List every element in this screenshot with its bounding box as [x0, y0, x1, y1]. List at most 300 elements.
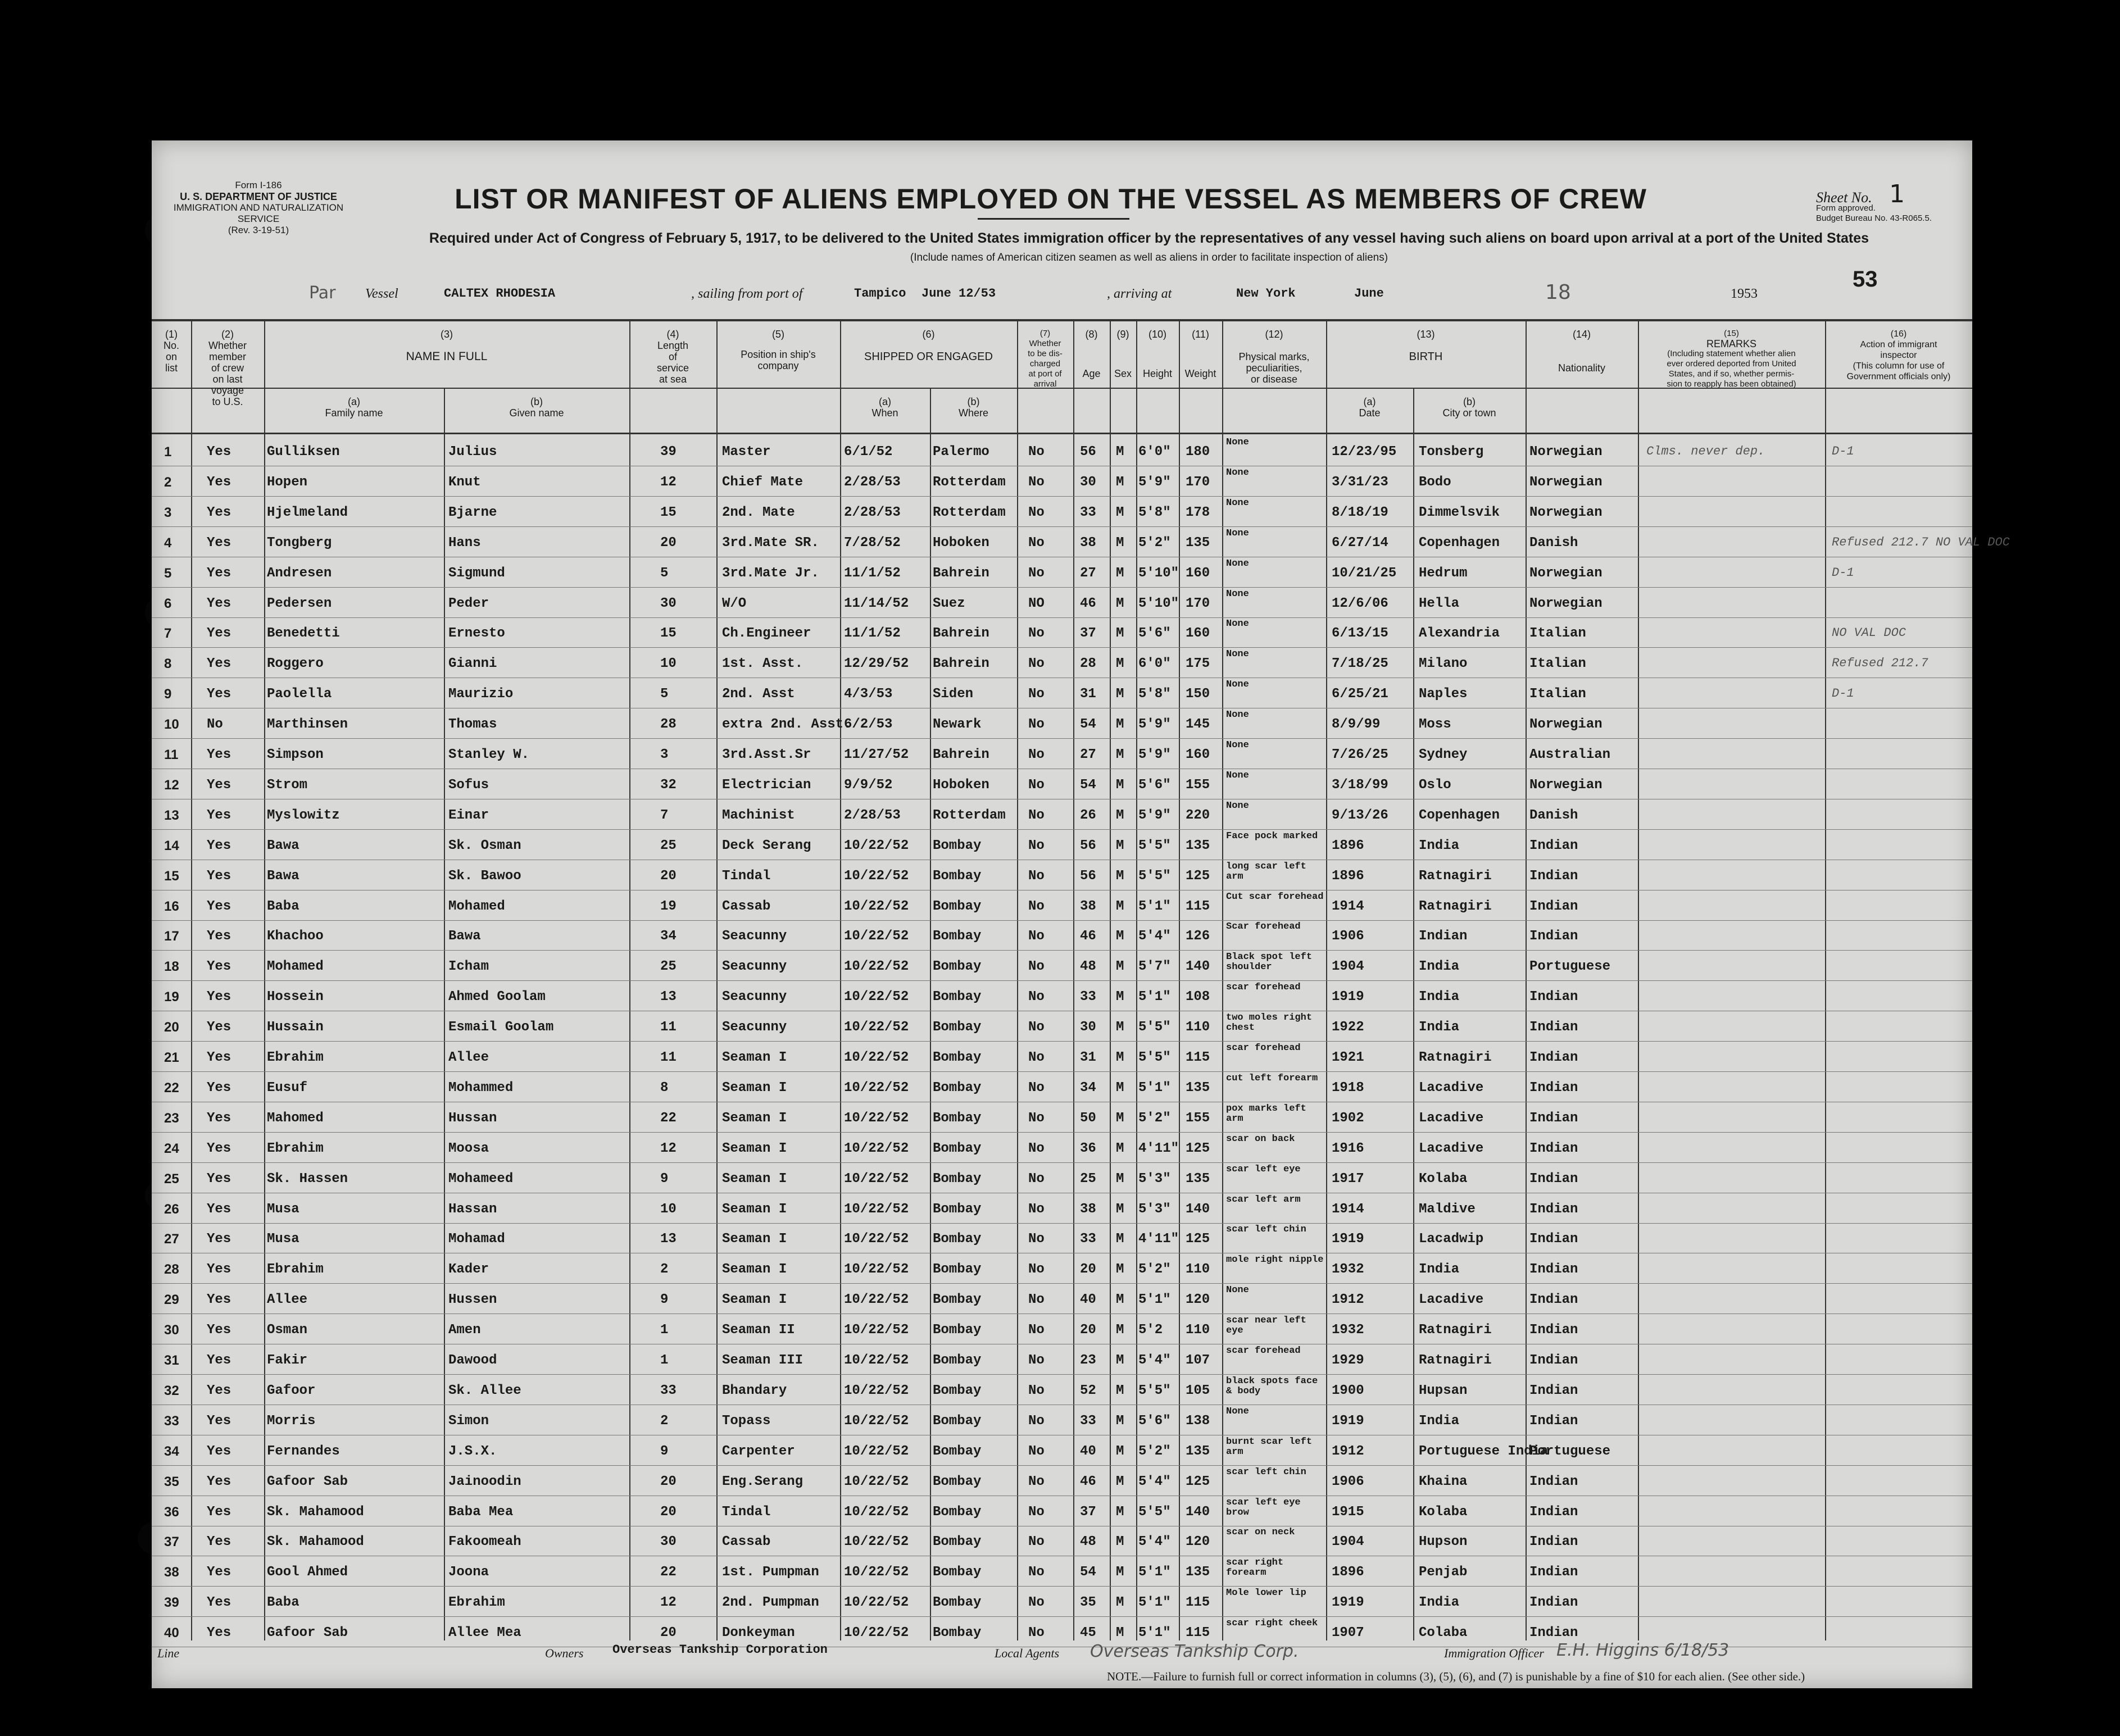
family-name: Marthinsen — [267, 717, 348, 733]
nationality: Norwegian — [1529, 505, 1603, 520]
birth-city: Ratnagiri — [1419, 1323, 1492, 1338]
row-number: 17 — [164, 929, 179, 944]
crew-status: Yes — [207, 1262, 231, 1278]
age: 26 — [1080, 807, 1096, 823]
family-name: Ebrahim — [267, 1050, 324, 1065]
birth-city: Ratnagiri — [1419, 868, 1492, 884]
physical-marks: None — [1226, 619, 1249, 630]
shipped-where: Bombay — [933, 1231, 982, 1247]
shipped-where: Bombay — [933, 1050, 982, 1065]
col-text: Given name — [509, 407, 564, 419]
position: Eng.Serang — [722, 1474, 803, 1489]
birth-city: Copenhagen — [1419, 535, 1500, 551]
discharge: No — [1028, 1201, 1045, 1217]
length-of-service: 10 — [660, 656, 677, 672]
birth-city: India — [1419, 1413, 1460, 1429]
nationality: Danish — [1529, 807, 1578, 823]
sex: M — [1116, 1353, 1124, 1368]
age: 23 — [1080, 1353, 1096, 1368]
weight: 138 — [1186, 1413, 1210, 1429]
height: 5'6" — [1138, 777, 1171, 793]
age: 54 — [1080, 717, 1096, 733]
age: 25 — [1080, 1171, 1096, 1187]
arriving-label: , arriving at — [1107, 287, 1172, 301]
inspector-action: NO VAL DOC — [1832, 626, 1906, 640]
weight: 135 — [1186, 838, 1210, 853]
height: 5'2" — [1138, 1110, 1171, 1126]
table-row — [152, 1162, 1972, 1193]
shipped-when: 10/22/52 — [844, 1625, 909, 1641]
col-text: sion to reapply has been obtained) — [1667, 379, 1796, 389]
position: Seaman I — [722, 1171, 787, 1187]
col-text: BIRTH — [1409, 351, 1443, 363]
col-text: (a) — [348, 396, 360, 407]
family-name: Benedetti — [267, 626, 340, 642]
position: Electrician — [722, 777, 811, 793]
length-of-service: 9 — [660, 1171, 669, 1187]
given-name: Hans — [448, 535, 481, 551]
length-of-service: 22 — [660, 1565, 677, 1580]
birth-date: 1912 — [1332, 1443, 1364, 1459]
birth-date: 1907 — [1332, 1625, 1364, 1641]
sex: M — [1116, 898, 1124, 914]
shipped-when: 11/27/52 — [844, 747, 909, 762]
length-of-service: 5 — [660, 687, 669, 702]
nationality: Indian — [1529, 1080, 1578, 1096]
footer-note: NOTE.—Failure to furnish full or correct information in columns (3), (5), (6), and (7) is punishable by a fine of $10 for each alien. (See other side.) — [1107, 1670, 1805, 1683]
age: 20 — [1080, 1323, 1096, 1338]
family-name: Andresen — [267, 565, 332, 581]
family-name: Musa — [267, 1231, 299, 1247]
col-text: service — [656, 362, 689, 374]
col-birth-header — [1326, 329, 1526, 362]
shipped-where: Bombay — [933, 959, 982, 975]
birth-date: 6/13/15 — [1332, 626, 1388, 642]
shipped-when: 6/2/53 — [844, 717, 893, 733]
table-row — [152, 526, 2010, 557]
discharge: NO — [1028, 596, 1045, 611]
shipped-where: Bombay — [933, 1443, 982, 1459]
height: 5'4" — [1138, 929, 1171, 944]
col-text: Sex — [1114, 368, 1132, 379]
discharge: No — [1028, 717, 1045, 733]
discharge: No — [1028, 1474, 1045, 1489]
weight: 125 — [1186, 868, 1210, 884]
shipped-where: Hoboken — [933, 535, 989, 551]
table-row — [152, 1344, 1972, 1375]
sex: M — [1116, 1262, 1124, 1278]
crew-status: Yes — [207, 626, 231, 642]
approval-line: Budget Bureau No. 43-R065.5. — [1816, 213, 1932, 223]
height: 5'1" — [1138, 1625, 1171, 1641]
table-row — [152, 829, 1972, 860]
crew-status: Yes — [207, 868, 231, 884]
form-number: Form I-186 — [235, 180, 282, 190]
sex: M — [1116, 807, 1124, 823]
family-name: Ebrahim — [267, 1262, 324, 1278]
weight: 125 — [1186, 1474, 1210, 1489]
col-text: Government officials only) — [1846, 372, 1951, 381]
col-text: voyage — [211, 385, 244, 396]
col-crew-header — [191, 329, 264, 407]
row-number: 35 — [164, 1474, 179, 1489]
crew-status: Yes — [207, 807, 231, 823]
given-name: Moosa — [448, 1140, 489, 1156]
nationality: Italian — [1529, 687, 1586, 702]
physical-marks: long scar left arm — [1226, 861, 1306, 882]
weight: 145 — [1186, 717, 1210, 733]
shipped-where: Bombay — [933, 989, 982, 1005]
position: Cassab — [722, 898, 771, 914]
family-name: Strom — [267, 777, 308, 793]
family-name: Hopen — [267, 474, 308, 490]
nationality: Danish — [1529, 535, 1578, 551]
family-name: Musa — [267, 1201, 299, 1217]
weight: 135 — [1186, 1443, 1210, 1459]
crew-status: Yes — [207, 565, 231, 581]
given-name: Esmail Goolam — [448, 1020, 554, 1035]
family-name: Baba — [267, 898, 299, 914]
owners-label: Owners — [545, 1646, 584, 1660]
physical-marks: scar left chin — [1226, 1224, 1306, 1235]
shipped-where: Siden — [933, 687, 974, 702]
height: 5'8" — [1138, 505, 1171, 520]
birth-date: 1904 — [1332, 1534, 1364, 1550]
row-number: 20 — [164, 1020, 179, 1035]
birth-city: Bodo — [1419, 474, 1451, 490]
crew-status: Yes — [207, 1231, 231, 1247]
birth-city: Lacadive — [1419, 1080, 1484, 1096]
table-row — [152, 1374, 1972, 1405]
physical-marks: None — [1226, 1285, 1249, 1296]
discharge: No — [1028, 656, 1045, 672]
shipped-where: Bombay — [933, 1171, 982, 1187]
row-number: 30 — [164, 1323, 179, 1338]
weight: 175 — [1186, 656, 1210, 672]
shipped-when: 10/22/52 — [844, 1383, 909, 1398]
birth-city: Lacadive — [1419, 1110, 1484, 1126]
position: Seaman I — [722, 1050, 787, 1065]
birth-city: Hupsan — [1419, 1383, 1468, 1398]
nationality: Indian — [1529, 1323, 1578, 1338]
crew-status: Yes — [207, 1140, 231, 1156]
row-number: 14 — [164, 838, 179, 853]
given-name: Mohameed — [448, 1171, 514, 1187]
age: 36 — [1080, 1140, 1096, 1156]
birth-city: India — [1419, 1595, 1460, 1611]
birth-date: 9/13/26 — [1332, 807, 1388, 823]
col-text: Age — [1082, 368, 1101, 379]
row-number: 21 — [164, 1050, 179, 1065]
given-name: Ahmed Goolam — [448, 989, 546, 1005]
position: Seaman I — [722, 1080, 787, 1096]
weight: 125 — [1186, 1140, 1210, 1156]
col-text: charged — [1029, 359, 1061, 369]
family-name: Gafoor Sab — [267, 1474, 348, 1489]
col-position-header — [716, 329, 840, 371]
shipped-where: Bombay — [933, 868, 982, 884]
col-marks-header — [1222, 329, 1326, 385]
nationality: Indian — [1529, 1231, 1578, 1247]
weight: 135 — [1186, 1080, 1210, 1096]
position: Seaman I — [722, 1140, 787, 1156]
row-number: 3 — [164, 505, 172, 520]
sex: M — [1116, 1534, 1124, 1550]
subtitle-note: (Include names of American citizen seamen as well as aliens in order to facilitate inspection of aliens) — [910, 252, 1388, 263]
age: 33 — [1080, 1413, 1096, 1429]
position: Tindal — [722, 868, 771, 884]
col-text: Height — [1142, 368, 1173, 379]
weight: 140 — [1186, 1201, 1210, 1217]
table-row — [152, 1193, 1972, 1224]
crew-status: Yes — [207, 535, 231, 551]
crew-status: Yes — [207, 505, 231, 520]
weight: 115 — [1186, 1625, 1210, 1641]
discharge: No — [1028, 898, 1045, 914]
shipped-where: Bombay — [933, 1565, 982, 1580]
crew-status: Yes — [207, 989, 231, 1005]
crew-status: Yes — [207, 1171, 231, 1187]
position: 2nd. Mate — [722, 505, 795, 520]
length-of-service: 15 — [660, 626, 677, 642]
discharge: No — [1028, 868, 1045, 884]
family-name: Paolella — [267, 687, 332, 702]
row-number: 4 — [164, 535, 172, 551]
nationality: Norwegian — [1529, 444, 1603, 460]
shipped-when: 4/3/53 — [844, 687, 893, 702]
position: Bhandary — [722, 1383, 787, 1398]
nationality: Indian — [1529, 1171, 1578, 1187]
col-text: (a) — [879, 396, 891, 407]
crew-status: No — [207, 717, 223, 733]
discharge: No — [1028, 1231, 1045, 1247]
age: 46 — [1080, 1474, 1096, 1489]
physical-marks: scar on back — [1226, 1133, 1295, 1144]
family-name: Hussain — [267, 1020, 324, 1035]
shipped-where: Hoboken — [933, 777, 989, 793]
row-number: 6 — [164, 596, 172, 611]
discharge: No — [1028, 807, 1045, 823]
length-of-service: 20 — [660, 535, 677, 551]
position: Chief Mate — [722, 474, 803, 490]
physical-marks: scar forehead — [1226, 1346, 1301, 1356]
height: 5'9" — [1138, 807, 1171, 823]
physical-marks: None — [1226, 467, 1249, 478]
birth-date: 1914 — [1332, 1201, 1364, 1217]
position: extra 2nd. Asst. — [722, 717, 852, 733]
row-number: 28 — [164, 1262, 179, 1278]
discharge: No — [1028, 1595, 1045, 1611]
table-row — [152, 799, 1972, 830]
age: 31 — [1080, 1050, 1096, 1065]
height: 5'4" — [1138, 1474, 1171, 1489]
given-name: Bawa — [448, 929, 481, 944]
physical-marks: Black spot left shoulder — [1226, 952, 1313, 973]
crew-status: Yes — [207, 1413, 231, 1429]
given-name: Kader — [448, 1262, 489, 1278]
birth-date: 1914 — [1332, 898, 1364, 914]
family-name: Hossein — [267, 989, 324, 1005]
given-name: Amen — [448, 1323, 481, 1338]
discharge: No — [1028, 959, 1045, 975]
height: 5'1" — [1138, 989, 1171, 1005]
shipped-where: Bombay — [933, 929, 982, 944]
shipped-when: 10/22/52 — [844, 1171, 909, 1187]
position: W/O — [722, 596, 747, 611]
row-number: 32 — [164, 1383, 179, 1398]
table-row — [152, 860, 1972, 890]
birth-city: Portuguese India — [1419, 1443, 1549, 1459]
birth-date: 7/18/25 — [1332, 656, 1388, 672]
col-birthdate-header — [1326, 396, 1413, 419]
table-row — [152, 1314, 1972, 1344]
shipped-when: 10/22/52 — [844, 1565, 909, 1580]
physical-marks: None — [1226, 800, 1249, 811]
birth-date: 1915 — [1332, 1504, 1364, 1520]
position: Topass — [722, 1413, 771, 1429]
birth-city: India — [1419, 989, 1460, 1005]
physical-marks: scar left chin — [1226, 1466, 1306, 1478]
crew-status: Yes — [207, 1110, 231, 1126]
crew-status: Yes — [207, 1201, 231, 1217]
row-number: 5 — [164, 565, 172, 581]
age: 54 — [1080, 777, 1096, 793]
table-row — [152, 587, 1972, 618]
sex: M — [1116, 1020, 1124, 1035]
col-text: City or town — [1442, 407, 1496, 419]
shipped-when: 10/22/52 — [844, 1110, 909, 1126]
position: 2nd. Pumpman — [722, 1595, 819, 1611]
position: Carpenter — [722, 1443, 795, 1459]
height: 5'2" — [1138, 1262, 1171, 1278]
height: 5'1" — [1138, 898, 1171, 914]
col-text: (a) — [1363, 396, 1376, 407]
col-text: to U.S. — [212, 396, 243, 407]
height: 5'5" — [1138, 1050, 1171, 1065]
position: Seaman I — [722, 1292, 787, 1308]
birth-city: Hupson — [1419, 1534, 1468, 1550]
given-name: J.S.X. — [448, 1443, 497, 1459]
given-name: Jainoodin — [448, 1474, 521, 1489]
shipped-when: 2/28/53 — [844, 807, 901, 823]
discharge: No — [1028, 1050, 1045, 1065]
birth-date: 1904 — [1332, 959, 1364, 975]
col-text: Length — [657, 340, 689, 351]
page-title: LIST OR MANIFEST OF ALIENS EMPLOYED ON THE VESSEL AS MEMBERS OF CREW — [455, 183, 1647, 215]
stamp-number: 53 — [1853, 267, 1878, 292]
given-name: Joona — [448, 1565, 489, 1580]
family-name: Hjelmeland — [267, 505, 348, 520]
birth-date: 1916 — [1332, 1140, 1364, 1156]
row-number: 9 — [164, 687, 172, 702]
sex: M — [1116, 596, 1124, 611]
table-row — [152, 1525, 1972, 1556]
age: 27 — [1080, 747, 1096, 762]
length-of-service: 34 — [660, 929, 677, 944]
sex: M — [1116, 717, 1124, 733]
height: 5'3" — [1138, 1171, 1171, 1187]
height: 5'9" — [1138, 717, 1171, 733]
row-number: 13 — [164, 807, 179, 823]
birth-city: India — [1419, 1262, 1460, 1278]
height: 5'6" — [1138, 626, 1171, 642]
age: 38 — [1080, 535, 1096, 551]
table-row — [152, 769, 1972, 799]
nationality: Norwegian — [1529, 596, 1603, 611]
age: 33 — [1080, 989, 1096, 1005]
row-number: 16 — [164, 898, 179, 914]
birth-date: 1900 — [1332, 1383, 1364, 1398]
table-row — [152, 1223, 1972, 1253]
weight: 155 — [1186, 777, 1210, 793]
nationality: Indian — [1529, 1595, 1578, 1611]
sex: M — [1116, 1625, 1124, 1641]
nationality: Indian — [1529, 1383, 1578, 1398]
position: Seaman I — [722, 1110, 787, 1126]
weight: 140 — [1186, 1504, 1210, 1520]
given-name: Sk. Osman — [448, 838, 521, 853]
height: 5'5" — [1138, 838, 1171, 853]
col-text: ever ordered deported from United — [1667, 359, 1796, 369]
crew-status: Yes — [207, 1443, 231, 1459]
height: 5'1" — [1138, 1595, 1171, 1611]
col-text: (15) — [1724, 329, 1739, 338]
sex: M — [1116, 929, 1124, 944]
crew-status: Yes — [207, 474, 231, 490]
given-name: Hassan — [448, 1201, 497, 1217]
family-name: Eusuf — [267, 1080, 308, 1096]
birth-city: India — [1419, 838, 1460, 853]
table-row — [152, 557, 1972, 588]
height: 5'2" — [1138, 535, 1171, 551]
sex: M — [1116, 474, 1124, 490]
family-name: Mohamed — [267, 959, 324, 975]
length-of-service: 8 — [660, 1080, 669, 1096]
physical-marks: scar right forearm — [1226, 1557, 1284, 1579]
age: 38 — [1080, 1201, 1096, 1217]
weight: 160 — [1186, 747, 1210, 762]
col-remarks-header — [1638, 329, 1825, 389]
table-row — [152, 1253, 1972, 1284]
family-name: Sk. Hassen — [267, 1171, 348, 1187]
table-row — [152, 708, 1972, 739]
col-text: No. — [163, 340, 179, 351]
length-of-service: 20 — [660, 1625, 677, 1641]
birth-date: 1906 — [1332, 1474, 1364, 1489]
birth-city: Copenhagen — [1419, 807, 1500, 823]
birth-city: Oslo — [1419, 777, 1451, 793]
sex: M — [1116, 1323, 1124, 1338]
table-row — [152, 1011, 1972, 1042]
length-of-service: 12 — [660, 1140, 677, 1156]
col-text: (b) — [1463, 396, 1476, 407]
col-text: Weight — [1184, 368, 1216, 379]
birth-date: 1932 — [1332, 1262, 1364, 1278]
crew-status: Yes — [207, 1534, 231, 1550]
col-text: arrival — [1033, 379, 1057, 389]
age: 27 — [1080, 565, 1096, 581]
length-of-service: 28 — [660, 717, 677, 733]
to-port: New York — [1236, 287, 1296, 301]
physical-marks: Face pock marked — [1226, 830, 1318, 842]
row-number: 33 — [164, 1413, 179, 1429]
position: Seacunny — [722, 1020, 787, 1035]
col-text: (9) — [1116, 329, 1129, 340]
row-number: 24 — [164, 1140, 179, 1156]
col-text: (4) — [666, 329, 679, 340]
sex: M — [1116, 656, 1124, 672]
physical-marks: scar left eye brow — [1226, 1497, 1301, 1518]
